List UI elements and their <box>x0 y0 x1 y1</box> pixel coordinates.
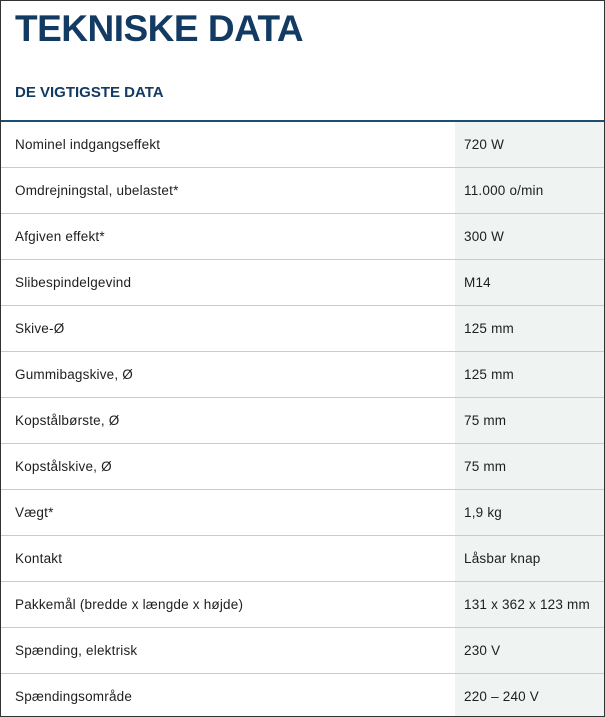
spec-label: Spændingsområde <box>15 689 133 704</box>
spec-value: 75 mm <box>455 444 605 490</box>
table-row <box>1 352 605 398</box>
spec-value: 131 x 362 x 123 mm <box>455 582 605 628</box>
spec-value: 75 mm <box>455 398 605 444</box>
table-row <box>1 306 605 352</box>
table-row <box>1 168 605 214</box>
spec-label: Omdrejningstal, ubelastet* <box>1 168 455 214</box>
spec-value: 1,9 kg <box>455 490 605 536</box>
spec-value: 125 mm <box>455 306 605 352</box>
spec-label: Kontakt <box>1 536 455 582</box>
spec-value: 125 mm <box>455 352 605 398</box>
spec-value: 11.000 o/min <box>455 168 605 214</box>
spec-value: M14 <box>455 260 605 306</box>
spec-label: Vægt* <box>1 490 455 536</box>
table-row <box>1 214 605 260</box>
spec-value: 300 W <box>455 214 605 260</box>
table-row <box>1 398 605 444</box>
spec-label: Skive-Ø <box>1 306 455 352</box>
spec-label: Slibespindelgevind <box>1 260 455 306</box>
page-title: TEKNISKE DATA <box>15 8 304 49</box>
table-row <box>1 490 605 536</box>
spec-value: Låsbar knap <box>455 536 605 582</box>
section-title: DE VIGTIGSTE DATA <box>15 84 164 101</box>
table-row <box>1 582 605 628</box>
table-row <box>1 628 605 674</box>
table-row <box>1 122 605 168</box>
spec-label: Spænding, elektrisk <box>1 628 455 674</box>
table-row <box>1 444 605 490</box>
spec-value: 220 – 240 V <box>455 674 605 717</box>
spec-label: Pakkemål (bredde x længde x højde) <box>1 582 455 628</box>
spec-label: Afgiven effekt* <box>1 214 455 260</box>
spec-label: Kopstålskive, Ø <box>1 444 455 490</box>
spec-table <box>1 122 605 717</box>
spec-label: Nominel indgangseffekt <box>1 122 455 168</box>
spec-value: 230 V <box>455 628 605 674</box>
spec-value: 720 W <box>455 122 605 168</box>
table-row <box>1 260 605 306</box>
table-row <box>1 536 605 582</box>
table-row <box>1 674 605 717</box>
spec-label: Gummibagskive, Ø <box>1 352 455 398</box>
spec-label: Kopstålbørste, Ø <box>1 398 455 444</box>
